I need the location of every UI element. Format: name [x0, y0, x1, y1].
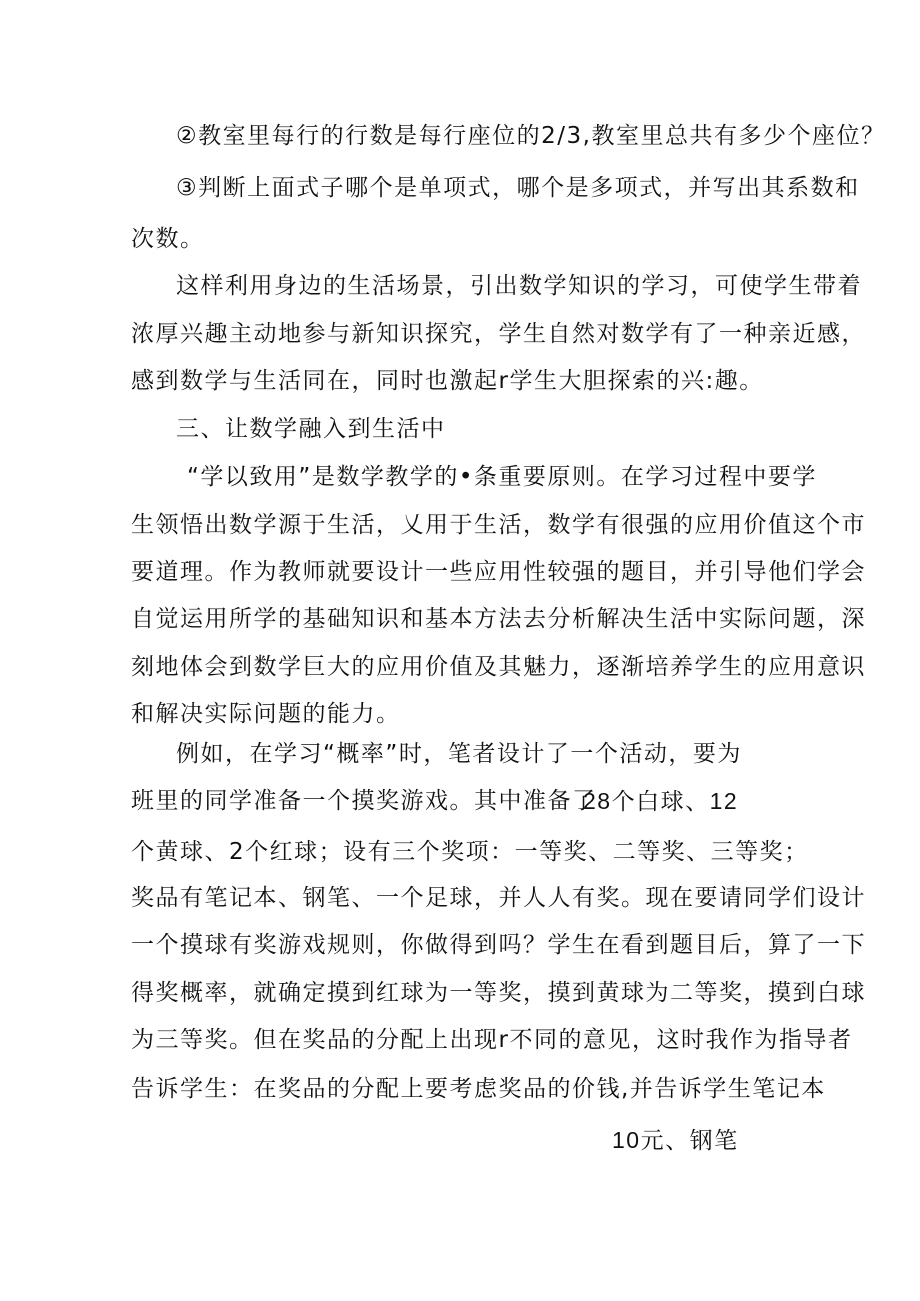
- section-heading: 三、让数学融入到生活中: [176, 416, 446, 442]
- text-line: 个黄球、2个红球；设有三个奖项：一等奖、二等奖、三等奖；: [131, 839, 809, 865]
- text-line: 次数。: [131, 226, 205, 252]
- text-line: 班里的同学准备一个摸奖游戏。其中准备了: [131, 788, 597, 814]
- text-line: 10元、钢笔: [612, 1127, 739, 1153]
- text-line: 28个白球、12: [583, 788, 739, 814]
- text-line: 感到数学与生活同在，同时也激起r学生大胆探索的兴:趣。: [131, 368, 764, 394]
- text-line: 和解决实际问题的能力。: [131, 701, 401, 727]
- text-line: 奖品有笔记本、钢笔、一个足球，并人人有奖。现在要请同学们设计: [131, 885, 866, 911]
- text-line: 浓厚兴趣主动地参与新知识探究，学生自然对数学有了一种亲近感，: [131, 321, 866, 347]
- text-line: ②教室里每行的行数是每行座位的2/3,教室里总共有多少个座位？: [176, 123, 886, 149]
- text-line: 生领悟出数学源于生活，乂用于生活，数学有很强的应用价值这个市: [131, 512, 866, 538]
- text-line: 这样利用身边的生活场景，引出数学知识的学习，可使学生带着: [176, 273, 862, 299]
- text-line: 一个摸球有奖游戏规则，你做得到吗？学生在看到题目后，算了一下: [131, 932, 866, 958]
- text-line: 例如，在学习“概率”时，笔者设计了一个活动，要为: [176, 741, 742, 767]
- text-line: 刻地体会到数学巨大的应用价值及其魅力，逐渐培养学生的应用意识: [131, 654, 866, 680]
- text-line: 自觉运用所学的基础知识和基本方法去分析解决生活中实际问题，深: [131, 606, 866, 632]
- text-line: 为三等奖。但在奖品的分配上出现r不同的意见，这时我作为指导者: [131, 1027, 853, 1053]
- text-line: 告诉学生：在奖品的分配上要考虑奖品的价钱,并告诉学生笔记本: [131, 1076, 826, 1102]
- text-line: “学以致用”是数学教学的•条重要原则。在学习过程中要学: [187, 464, 817, 490]
- text-line: 得奖概率，就确定摸到红球为一等奖，摸到黄球为二等奖，摸到白球: [131, 980, 866, 1006]
- text-line: ③判断上面式子哪个是单项式，哪个是多项式，并写出其系数和: [176, 175, 860, 201]
- text-line: 要道理。作为教师就要设计一些应用性较强的题目，并引导他们学会: [131, 559, 866, 585]
